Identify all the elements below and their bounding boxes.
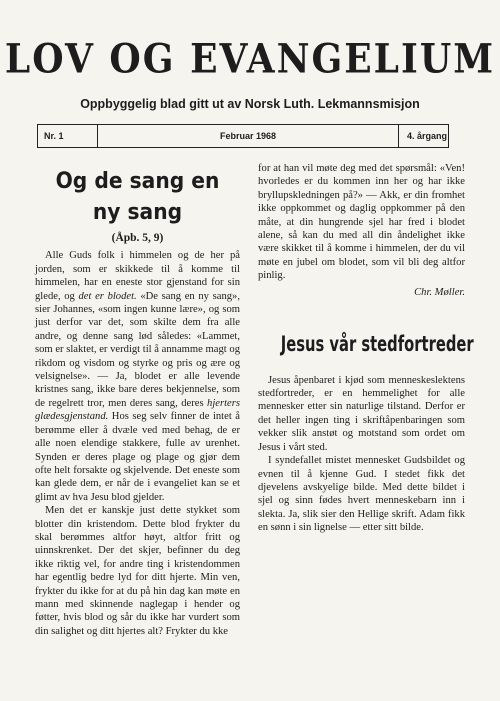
text-run: Alle Guds folk i himmelen og de her på jorden, som er skikkede til å komme til himmelen, har en eneste stor gjenstand for sin glede, og — [35, 250, 240, 302]
masthead-title: LOV OG EVANGELIUM — [4, 35, 496, 83]
masthead-subtitle: Oppbyggelig blad gitt ut av Norsk Luth. Lekmannsmisjon — [80, 97, 420, 111]
left-column — [35, 162, 240, 638]
article1-title — [43, 166, 232, 228]
article1-paragraph-2: Men det er kanskje just dette stykket som blotter din kristendom. Dette blod frykter du skal berømmes altfor høyt, altfor fritt og uinnskrenket. Der det skjer, befinner du deg ikke riktig vel, for andre ting i kristendommen har egentlig bedre lyd for ditt hjerte. Min ven, frykter du ikke for at du på hin dag kan møte en mann med skinnende naglegap i hender og føtter, hvis blod og sår du ikke har vurdert som din salighet og ditt hjertes alt? Frykter du kke — [35, 505, 240, 637]
emphasis: det er blodet. — [78, 290, 137, 302]
issue-volume: 4. årgang — [398, 125, 448, 147]
article1-continuation — [258, 162, 465, 283]
issue-number: Nr. 1 — [38, 125, 98, 147]
article1-paragraph-2-continued: for at han vil møte deg med det spørsmål: «Ven! hvorledes er du kommen inn her og har ikke bryllupskledningen på?» — Akk, er din fromhet ikke oppkommet og daglig oppkommer på den måte, at din hungrende sjel har fred i blodet alene, så kan du med all din åndelighet ikke være skikket til å komme i himmelen, der du vil møte en jubel om blodet, som vil bli deg altfor pinlig. — [258, 163, 465, 282]
text-run: «De sang en ny sang», sier Johannes, «som ingen kunne lære», og som just derfor var det, som skilte dem fra alle andre, og denne sang lød således: «Lammet, som er slaktet, er verdigt til å annamme magt og rikdom og visdom og styrke og pris og ære og velsignelse». — Ja, blodet er alle levende kristnes sang, ikke bare deres bekjennelse, som de regelrett tror, men deres sang, deres — [35, 290, 240, 409]
article1-signature: Chr. Møller. — [414, 286, 465, 298]
issue-date: Februar 1968 — [219, 131, 277, 141]
article1-paragraph-1 — [35, 249, 240, 504]
article2-paragraph-2: I syndefallet mistet mennesket Gudsbildet og evnen til å kjenne Gud. I stedet fikk det djevelens avskyelige bilde. Med dette bildet i sjel og sinn fødes hvert menneskebarn inn i slekta. Ja, slik sier den Hellige skrift. Adam fikk en sønn i sin lignelse — etter sitt bilde. — [258, 455, 465, 534]
article2-body — [258, 374, 465, 535]
issue-info-bar — [37, 124, 449, 148]
text-run: Hos seg selv finner de intet å berømme eller å dvæle ved med behag, de er alle noen elendige stakkere, fulle av urenhet. Synden er deres plage og plage og gjør dem ofte helt forsakte og skjelvende. Det eneste som kan glede dem, er når de i evangeliet kan se et glimt av hva Jesu blod gjelder. — [35, 411, 240, 503]
article1-title-line2: ny sang — [92, 200, 183, 225]
emphasis: hjerters glædesgjenstand. — [35, 397, 240, 423]
article2-title: Jesus vår stedfortreder — [280, 331, 474, 356]
article2-paragraph-1: Jesus åpenbaret i kjød som menneskeslektens stedfortreder, er en hemmelighet for alle mennesker etter sin naturlige tilstand. Derfor er det heller ingen ting i skriftåpenbaringen som vekker slik anstøt og motstand som ordet om Jesus i vårt sted. — [258, 374, 465, 453]
article1-reference: (Åpb. 5, 9) — [111, 232, 164, 244]
article1-title-line1: Og de sang en — [55, 169, 220, 194]
